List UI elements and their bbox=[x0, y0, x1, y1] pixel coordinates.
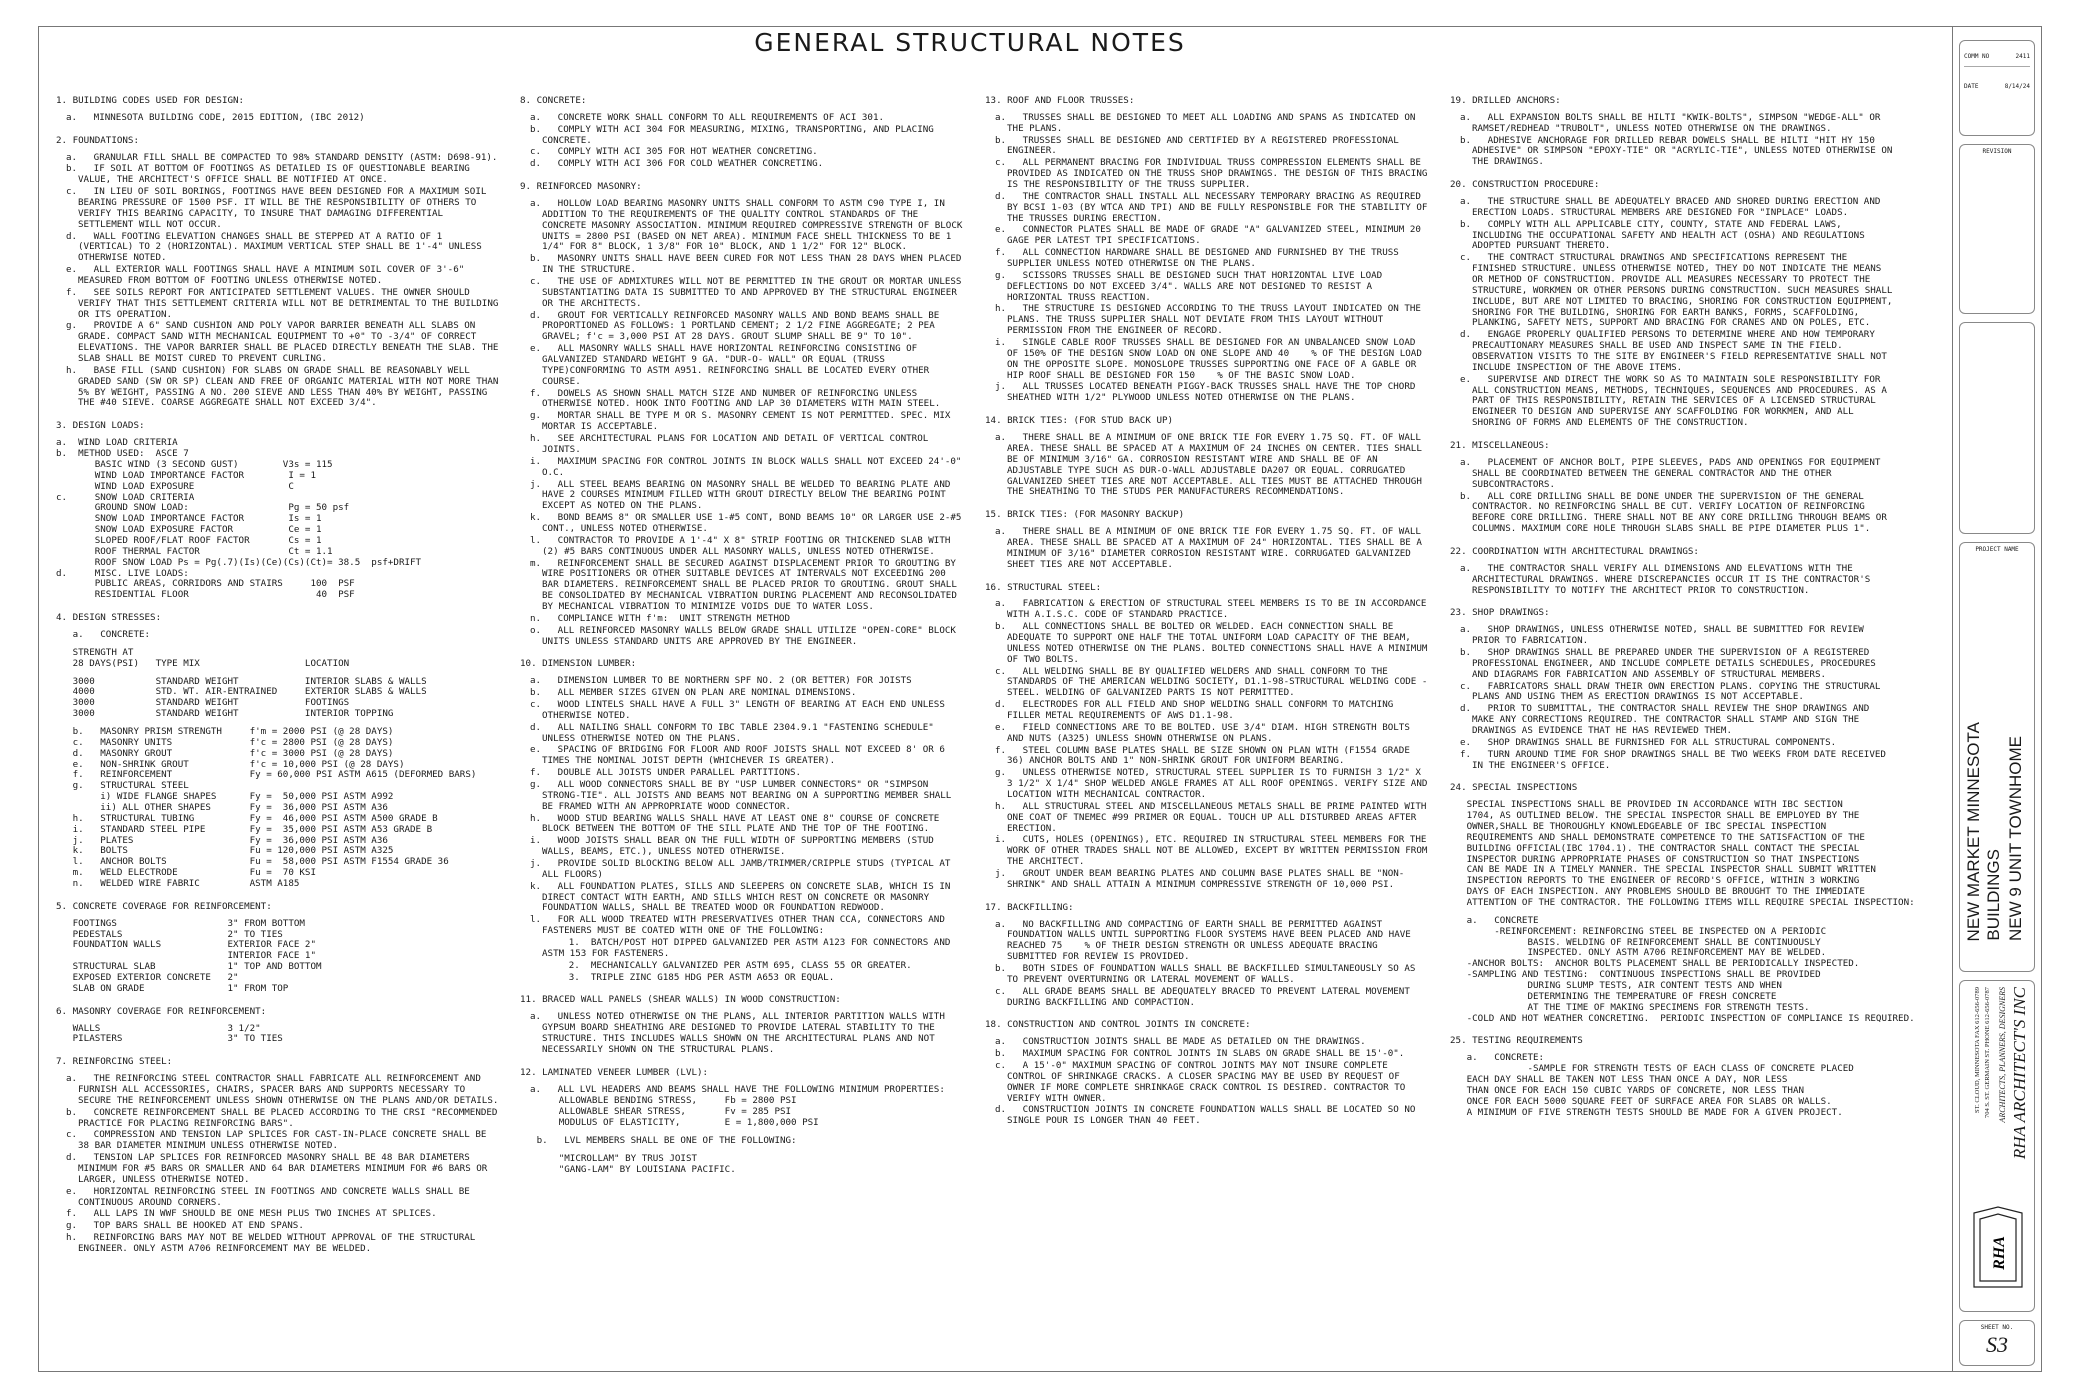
note-line: "MICROLLAM" BY TRUS JOIST bbox=[520, 1152, 698, 1164]
note-item: a. ALL EXPANSION BOLTS SHALL BE HILTI "KWIK-BOLTS", SIMPSON "WEDGE-ALL" OR RAMSET/REDHEAD "TRUBOLT", UNLESS NOTED OTHERWISE ON THE DRAWINGS. bbox=[1460, 111, 1886, 134]
sheet-title: GENERAL STRUCTURAL NOTES bbox=[754, 28, 1186, 57]
note-item: h. WOOD STUD BEARING WALLS SHALL HAVE AT LEAST ONE 8" COURSE OF CONCRETE BLOCK BETWEEN THE BOTTOM OF THE SILL PLATE AND THE TOP OF THE FOOTING. bbox=[530, 812, 945, 835]
note-item: a. THERE SHALL BE A MINIMUM OF ONE BRICK TIE FOR EVERY 1.75 SQ. FT. OF WALL AREA. THESE SHALL BE SPACED AT A MAXIMUM OF 24" HORIZONTAL. TIES SHALL BE A MINIMUM OF 3/16" DIAMETER CORROSION RESISTANT WIRE. CORRUGATED GALVANIZED SHEET TIES ARE NOT ACCEPTABLE. bbox=[995, 526, 1428, 570]
note-item: h. ALL STRUCTURAL STEEL AND MISCELLANEOUS METALS SHALL BE PRIME PAINTED WITH ONE COAT OF TNEMEC #99 PRIMER OR EQUAL. TOUCH UP ALL DISTURBED AREAS AFTER ERECTION. bbox=[995, 800, 1432, 834]
note-item: a. ALL LVL HEADERS AND BEAMS SHALL HAVE THE FOLLOWING MINIMUM PROPERTIES: bbox=[530, 1083, 945, 1095]
note-item: n. COMPLIANCE WITH f'm: UNIT STRENGTH METHOD bbox=[530, 612, 790, 624]
notes-column-4 bbox=[1450, 95, 1915, 1130]
note-line: WIND LOAD EXPOSURE C bbox=[56, 480, 294, 492]
note-line: WALLS 3 1/2" bbox=[56, 1022, 261, 1034]
firm-address-1: 704 S. ST. GERMAIN ST. PHONE 612-656-0787 bbox=[1984, 987, 1991, 1119]
note-item: g. PROVIDE A 6" SAND CUSHION AND POLY VAPOR BARRIER BENEATH ALL SLABS ON GRADE. COMPACT SAND WITH MECHANICAL EQUIPMENT TO +0" TO -3/4" OF CORRECT ELEVATIONS. THE VAPOR BARRIER SHALL BE PLACED DIRECTLY BENEATH THE SLAB. THE SLAB SHALL BE MOIST CURED TO PREVENT CURLING. bbox=[66, 320, 504, 365]
note-line: -COLD AND HOT WEATHER CONCRETING. PERIODIC INSPECTION OF COMPLIANCE IS REQUIRED. bbox=[1450, 1012, 1915, 1024]
note-line: 28 DAYS(PSI) TYPE MIX LOCATION bbox=[56, 657, 350, 669]
note-line: c. MASONRY UNITS f'c = 2800 PSI (@ 28 DAYS) bbox=[56, 736, 394, 748]
note-line: 1704, AS OUTLINED BELOW. THE SPECIAL INSPECTOR SHALL BE EMPLOYED BY THE bbox=[1450, 810, 1860, 822]
note-item: d. TENSION LAP SPLICES FOR REINFORCED MASONRY SHALL BE 48 BAR DIAMETERS MINIMUM FOR #5 BARS OR SMALLER AND 64 BAR DIAMETERS MINIMUM FOR #6 BARS OR LARGER, UNLESS OTHERWISE NOTED. bbox=[66, 1152, 493, 1185]
section-heading: 10. DIMENSION LUMBER: bbox=[520, 658, 637, 670]
notes-column-2 bbox=[520, 95, 968, 1188]
firm-tagline: ARCHITECTS, PLANNERS, DESIGNERS bbox=[1998, 987, 2007, 1123]
note-line: STRUCTURAL SLAB 1" TOP AND BOTTOM bbox=[56, 961, 322, 973]
note-item: 1. BATCH/POST HOT DIPPED GALVANIZED PER ASTM A123 FOR CONNECTORS AND ASTM 153 FOR FASTENERS. bbox=[530, 937, 956, 959]
note-line: k. BOLTS Fu = 120,000 PSI ASTM A325 bbox=[56, 845, 394, 857]
note-section bbox=[56, 134, 504, 410]
note-line: SLAB ON GRADE 1" FROM TOP bbox=[56, 982, 289, 994]
note-line: DETERMINING THE TEMPERATURE OF FRESH CONCRETE bbox=[1450, 990, 1777, 1002]
section-heading: 8. CONCRETE: bbox=[520, 95, 587, 106]
section-heading: 6. MASONRY COVERAGE FOR REINFORCEMENT: bbox=[56, 1005, 267, 1017]
note-item: i. MAXIMUM SPACING FOR CONTROL JOINTS IN BLOCK WALLS SHALL NOT EXCEED 24'-0" O.C. bbox=[530, 455, 967, 478]
note-item: h. SEE ARCHITECTURAL PLANS FOR LOCATION AND DETAIL OF VERTICAL CONTROL JOINTS. bbox=[530, 433, 934, 455]
note-item: a. GRANULAR FILL SHALL BE COMPACTED TO 98% STANDARD DENSITY (ASTM: D698-91). bbox=[66, 151, 498, 163]
revision-label: REVISION bbox=[1982, 148, 2012, 155]
note-item: d. GROUT FOR VERTICALLY REINFORCED MASONRY WALLS AND BOND BEAMS SHALL BE PROPORTIONED AS FOLLOWS: 1 PORTLAND CEMENT; 2 1/2 FINE AGGREGATE; 2 PEA GRAVEL; f'c = 3,000 PSI AT 28 DAYS. GROUT SLUMP SHALL BE 9" TO 10". bbox=[530, 309, 945, 343]
note-line: n. WELDED WIRE FABRIC ASTM A185 bbox=[56, 878, 300, 889]
note-section bbox=[985, 903, 1430, 1009]
comm-date-box bbox=[1959, 40, 2035, 136]
note-item: a. PLACEMENT OF ANCHOR BOLT, PIPE SLEEVES, PADS AND OPENINGS FOR EQUIPMENT SHALL BE COORDINATED BETWEEN THE GENERAL CONTRACTOR AND THE OTHER SUBCONTRACTORS. bbox=[1460, 456, 1886, 490]
logo-text: RHA bbox=[1991, 1236, 2008, 1270]
note-section bbox=[56, 1007, 501, 1046]
note-line: -SAMPLE FOR STRENGTH TESTS OF EACH CLASS OF CONCRETE PLACED bbox=[1450, 1063, 1854, 1075]
note-line: PUBLIC AREAS, CORRIDORS AND STAIRS 100 PSF bbox=[56, 578, 355, 590]
note-item: e. ALL MASONRY WALLS SHALL HAVE HORIZONTAL REINFORCING CONSISTING OF GALVANIZED STANDARD WEIGHT 9 GA. "DUR-O- WALL" OR EQUAL (TRUSS TYPE)CONFORMING TO ASTM A951. REINFORCING SHALL BE LOCATED EVERY OTHER COURSE. bbox=[530, 343, 935, 387]
note-section bbox=[520, 659, 965, 983]
note-line: a. CONCRETE: bbox=[1450, 1052, 1545, 1064]
note-item: g. MORTAR SHALL BE TYPE M OR S. MASONRY CEMENT IS NOT PERMITTED. SPEC. MIX MORTAR IS ACCEPTABLE. bbox=[530, 410, 956, 433]
note-item: d. ALL NAILING SHALL CONFORM TO IBC TABLE 2304.9.1 "FASTENING SCHEDULE" UNLESS OTHERWISE NOTED ON THE PLANS. bbox=[530, 721, 940, 744]
section-heading: 25. TESTING REQUIREMENTS bbox=[1450, 1035, 1583, 1047]
note-line: REQUIREMENTS AND SHALL DEMONSTRATE COMPETENCE TO THE SATISFACTION OF THE bbox=[1450, 831, 1865, 843]
note-section bbox=[985, 95, 1433, 404]
rha-logo bbox=[1968, 1203, 2028, 1293]
section-heading: 17. BACKFILLING: bbox=[985, 901, 1074, 913]
note-line: -SAMPLING AND TESTING: CONTINUOUS INSPECTIONS SHALL BE PROVIDED bbox=[1450, 969, 1821, 981]
note-line: BASIS. WELDING OF REINFORCEMENT SHALL BE CONTINUOUSLY bbox=[1450, 936, 1821, 948]
section-heading: 9. REINFORCED MASONRY: bbox=[520, 181, 642, 193]
note-line: i) WIDE FLANGE SHAPES Fy = 50,000 PSI ASTM A992 bbox=[56, 791, 394, 803]
note-line: m. WELD ELECTRODE Fu = 70 KSI bbox=[56, 867, 316, 879]
note-line: SPECIAL INSPECTIONS SHALL BE PROVIDED IN ACCORDANCE WITH IBC SECTION bbox=[1450, 799, 1843, 811]
note-line: g. STRUCTURAL STEEL bbox=[56, 780, 189, 792]
note-item: g. TOP BARS SHALL BE HOOKED AT END SPANS. bbox=[66, 1220, 304, 1232]
section-heading: 7. REINFORCING STEEL: bbox=[56, 1056, 173, 1068]
note-line: i. STANDARD STEEL PIPE Fy = 35,000 PSI ASTM A53 GRADE B bbox=[56, 823, 433, 835]
note-item: d. COMPLY WITH ACI 306 FOR COLD WEATHER CONCRETING. bbox=[530, 158, 824, 170]
note-line: d. MISC. LIVE LOADS: bbox=[56, 567, 189, 579]
note-line: -REINFORCEMENT: REINFORCING STEEL BE INSPECTED ON A PERIODIC bbox=[1450, 925, 1827, 937]
note-line: DURING SLUMP TESTS, AIR CONTENT TESTS AND WHEN bbox=[1450, 980, 1782, 992]
date-label: DATE bbox=[1964, 83, 1979, 90]
note-item: b. BOTH SIDES OF FOUNDATION WALLS SHALL BE BACKFILLED SIMULTANEOUSLY SO AS TO PREVENT OVERTURNING OR LATERAL MOVEMENT OF WALLS. bbox=[995, 963, 1421, 985]
note-line: MODULUS OF ELASTICITY, E = 1,800,000 PSI bbox=[520, 1117, 819, 1129]
note-item: b. CONCRETE REINFORCEMENT SHALL BE PLACED ACCORDING TO THE CRSI "RECOMMENDED PRACTICE FOR PLACING REINFORCING BARS". bbox=[66, 1106, 503, 1129]
note-line: ROOF THERMAL FACTOR Ct = 1.1 bbox=[56, 545, 333, 557]
note-item: d. ELECTRODES FOR ALL FIELD AND SHOP WELDING SHALL CONFORM TO MATCHING FILLER METAL REQUIREMENTS OF AWS D1.1-98. bbox=[995, 699, 1399, 721]
note-line: PILASTERS 3" TO TIES bbox=[56, 1033, 283, 1045]
note-item: c. A 15'-0" MAXIMUM SPACING OF CONTROL JOINTS MAY NOT INSURE COMPLETE CONTROL OF SHRINKAGE CRACKS. A CLOSER SPACING MAY BE USED BY REQUEST OF OWNER IF MORE COMPLETE SHRINKAGE CRACK CONTROL IS DESIRED. CONTRACTOR TO VERIFY WITH OWNER. bbox=[995, 1060, 1411, 1104]
note-section bbox=[1450, 782, 1915, 1024]
note-line: INSPECTOR DURING APPROPRIATE PHASES OF CONSTRUCTION SO THAT INSPECTIONS bbox=[1450, 853, 1860, 865]
section-heading: 18. CONSTRUCTION AND CONTROL JOINTS IN CONCRETE: bbox=[985, 1019, 1251, 1031]
firm-name: RHA ARCHITECT'S INC bbox=[2010, 987, 2029, 1160]
note-section bbox=[520, 96, 965, 170]
note-line: 3000 STANDARD WEIGHT INTERIOR SLABS & WALLS bbox=[56, 675, 427, 687]
note-line: "GANG-LAM" BY LOUISIANA PACIFIC. bbox=[520, 1163, 736, 1175]
note-item: b. ADHESIVE ANCHORAGE FOR DRILLED REBAR DOWELS SHALL BE HILTI "HIT HY 150 ADHESIVE" OR SIMPSON "EPOXY-TIE" OR "ACRYLIC-TIE", UNLESS NOTED OTHERWISE ON THE DRAWINGS. bbox=[1460, 134, 1898, 168]
note-item: i. SINGLE CABLE ROOF TRUSSES SHALL BE DESIGNED FOR AN UNBALANCED SNOW LOAD OF 150% OF THE DESIGN SNOW LOAD ON ONE SLOPE AND 40 % OF THE DESIGN LOAD ON THE OPPOSITE SLOPE. MONOSLOPE TRUSSES SUPPORTING ONE FACE OF A GABLE OR HIP ROOF SHALL BE DESIGNED FOR 150 % OF THE BASIC SNOW LOAD. bbox=[995, 337, 1428, 381]
note-item: g. ALL WOOD CONNECTORS SHALL BE BY "USP LUMBER CONNECTORS" OR "SIMPSON STRONG-TIE". ALL JOISTS AND BEAMS NOT BEARING ON A SUPPORTING MEMBER SHALL BE FRAMED WITH AN APPROPRIATE WOOD CONNECTOR. bbox=[530, 778, 957, 812]
note-item: 3. TRIPLE ZINC G185 HDG PER ASTM A653 OR EQUAL. bbox=[530, 971, 835, 983]
note-item: b. SHOP DRAWINGS SHALL BE PREPARED UNDER THE SUPERVISION OF A REGISTERED PROFESSIONAL ENGINEER, AND INCLUDE COMPLETE DETAILS SCHEDULES, PROCEDURES AND DIAGRAMS FOR FABRICATION AND ASSEMBLY OF STRUCTURAL MEMBERS. bbox=[1460, 646, 1882, 680]
section-heading: 19. DRILLED ANCHORS: bbox=[1450, 95, 1561, 106]
note-item: j. ALL TRUSSES LOCATED BENEATH PIGGY-BACK TRUSSES SHALL HAVE THE TOP CHORD SHEATHED WITH 1/2" PLYWOOD UNLESS NOTED OTHERWISE ON THE PLANS. bbox=[995, 381, 1421, 404]
note-item: a. MINNESOTA BUILDING CODE, 2015 EDITION, (IBC 2012) bbox=[66, 111, 365, 123]
note-item: c. THE CONTRACT STRUCTURAL DRAWINGS AND SPECIFICATIONS REPRESENT THE FINISHED STRUCTURE. UNLESS OTHERWISE NOTED, THEY DO NOT INDICATE THE MEANS OR METHOD OF CONSTRUCTION. PROVIDE ALL MEASURES NECESSARY TO PROTECT THE STRUCTURE, WORKMEN OR OTHER PERSONS DURING CONSTRUCTION. SUCH MEASURES SHALL INCLUDE, BUT ARE NOT LIMITED TO BRACING, SHORING FOR CONSTRUCTION EQUIPMENT, SHORING FOR THE BUILDING, SHORING FOR EARTH BANKS, FORMS, SCAFFOLDING, PLANKING, SAFETY NETS, SUPPORT AND BRACING FOR CRANES AND ON POLES, ETC. bbox=[1460, 252, 1898, 329]
firm-box bbox=[1959, 980, 2035, 1312]
note-line: FOUNDATION WALLS EXTERIOR FACE 2" bbox=[56, 939, 316, 951]
section-heading: 21. MISCELLANEOUS: bbox=[1450, 440, 1550, 452]
note-section bbox=[520, 1068, 965, 1176]
project-box bbox=[1959, 542, 2035, 972]
note-item: k. ALL FOUNDATION PLATES, SILLS AND SLEEPERS ON CONCRETE SLAB, WHICH IS IN DIRECT CONTACT WITH EARTH, AND SILLS WHICH REST ON CONCRETE OR MASONRY FOUNDATION WALLS, SHALL BE TREATED WOOD OR FOUNDATION REDWOOD. bbox=[530, 880, 956, 914]
section-heading: 24. SPECIAL INSPECTIONS bbox=[1450, 782, 1578, 794]
note-item: a. DIMENSION LUMBER TO BE NORTHERN SPF NO. 2 (OR BETTER) FOR JOISTS bbox=[530, 675, 912, 687]
note-section bbox=[1450, 179, 1898, 429]
section-heading: 3. DESIGN LOADS: bbox=[56, 420, 145, 432]
sheet-no-box bbox=[1959, 1320, 2035, 1366]
note-item: a. THE STRUCTURE SHALL BE ADEQUATELY BRACED AND SHORED DURING ERECTION AND ERECTION LOADS. STRUCTURAL MEMBERS ARE DESIGNED FOR "INPLACE" LOADS. bbox=[1460, 196, 1886, 218]
note-line: ROOF SNOW LOAD Ps = Pg(.7)(Is)(Ce)(Cs)(Ct)= 38.5 psf+DRIFT bbox=[56, 556, 422, 568]
section-heading: 12. LAMINATED VENEER LUMBER (LVL): bbox=[520, 1066, 709, 1078]
date-value: 8/14/24 bbox=[2004, 83, 2030, 90]
section-heading: 22. COORDINATION WITH ARCHITECTURAL DRAWINGS: bbox=[1450, 545, 1699, 557]
comm-no: 2411 bbox=[2015, 53, 2030, 60]
note-line: BASIC WIND (3 SECOND GUST) V3s = 115 bbox=[56, 458, 333, 470]
note-line: ii) ALL OTHER SHAPES Fy = 36,000 PSI ASTM A36 bbox=[56, 801, 388, 813]
title-block bbox=[1952, 26, 2042, 1372]
note-line: DAYS OF EACH INSPECTION. ANY PROBLEMS SHOULD BE BROUGHT TO THE IMMEDIATE bbox=[1450, 886, 1865, 898]
note-item: e. SUPERVISE AND DIRECT THE WORK SO AS TO MAINTAIN SOLE RESPONSIBILITY FOR ALL CONSTRUCTION MEANS, METHODS, TECHNIQUES, SEQUENCES AND PROCEDURES. AS A PART OF THIS RESPONSIBILITY, RETAIN THE SERVICES OF A LICENSED STRUCTURAL ENGINEER TO DESIGN AND SUPERVISE ANY SCAFFOLDING FOR WORKMEN, AND ALL SHORING OF FORMS AND ELEMENTS OF THE CONSTRUCTION. bbox=[1460, 373, 1893, 429]
note-line: GROUND SNOW LOAD: Pg = 50 psf bbox=[56, 502, 350, 514]
note-item: d. WALL FOOTING ELEVATION CHANGES SHALL BE STEPPED AT A RATIO OF 1 (VERTICAL) TO 2 (HORIZONTAL). MAXIMUM VERTICAL STEP SHALL BE 1'-4" UNLESS OTHERWISE NOTED. bbox=[66, 230, 488, 264]
note-line: THAN ONCE FOR EACH 150 CUBIC YARDS OF CONCRETE, NOR LESS THAN bbox=[1450, 1084, 1805, 1096]
note-item: j. ALL STEEL BEAMS BEARING ON MASONRY SHALL BE WELDED TO BEARING PLATE AND HAVE 2 COURSES MINIMUM FILLED WITH GROUT DIRECTLY BELOW THE BEARING POINT EXCEPT AS NOTED ON THE PLANS. bbox=[530, 478, 956, 512]
note-item: b. ALL MEMBER SIZES GIVEN ON PLAN ARE NOMINAL DIMENSIONS. bbox=[530, 687, 857, 699]
note-item: b. COMPLY WITH ACI 304 FOR MEASURING, MIXING, TRANSPORTING, AND PLACING CONCRETE. bbox=[530, 123, 940, 146]
note-item: a. CONSTRUCTION JOINTS SHALL BE MADE AS DETAILED ON THE DRAWINGS. bbox=[995, 1036, 1366, 1048]
note-line: ALLOWABLE SHEAR STRESS, Fv = 285 PSI bbox=[520, 1106, 792, 1118]
note-item: c. WOOD LINTELS SHALL HAVE A FULL 3" LENGTH OF BEARING AT EACH END UNLESS OTHERWISE NOTED. bbox=[530, 698, 951, 721]
note-line: EACH DAY SHALL BE TAKEN NOT LESS THAN ONCE A DAY, NOR LESS bbox=[1450, 1074, 1788, 1086]
note-line: OWNER,SHALL BE THOROUGHLY KNOWLEDGEABLE OF IBC SPECIAL INSPECTION bbox=[1450, 820, 1827, 832]
note-item: j. GROUT UNDER BEAM BEARING PLATES AND COLUMN BASE PLATES SHALL BE "NON-SHRINK" AND SHALL ATTAIN A MINIMUM COMPRESSIVE STRENGTH OF 10,000 PSI. bbox=[995, 868, 1405, 890]
note-line: CAN BE MADE IN A TIMELY MANNER. THE SPECIAL INSPECTOR SHALL SUBMIT WRITTEN bbox=[1450, 864, 1876, 876]
note-section bbox=[56, 1057, 501, 1255]
note-section bbox=[56, 902, 501, 995]
note-line: SLOPED ROOF/FLAT ROOF FACTOR Cs = 1 bbox=[56, 534, 322, 546]
note-line: d. MASONRY GROUT f'c = 3000 PSI (@ 28 DAYS) bbox=[56, 747, 394, 759]
note-item: k. BOND BEAMS 8" OR SMALLER USE 1-#5 CONT, BOND BEAMS 10" OR LARGER USE 2-#5 CONT., UNLESS NOTED OTHERWISE. bbox=[530, 512, 967, 534]
note-section bbox=[985, 510, 1430, 570]
note-item: 2. MECHANICALLY GALVANIZED PER ASTM 695, CLASS 55 OR GREATER. bbox=[530, 959, 912, 971]
section-heading: 14. BRICK TIES: (FOR STUD BACK UP) bbox=[985, 415, 1174, 427]
note-item: m. REINFORCEMENT SHALL BE SECURED AGAINST DISPLACEMENT PRIOR TO GROUTING BY WIRE POSITIONERS OR OTHER SUITABLE DEVICES AT INTERVALS NOT EXCEEDING 200 BAR DIAMETERS. REINFORCEMENT SHALL BE PLACED PRIOR TO GROUTING. GROUT SHALL BE CONSOLIDATED BY MECHANICAL VIBRATION DURING PLACEMENT AND RECONSOLIDATED BY MECHANICAL VIBRATION TO MINIMIZE VOIDS DUE TO WATER LOSS. bbox=[530, 557, 963, 612]
note-line: h. STRUCTURAL TUBING Fy = 46,000 PSI ASTM A500 GRADE B bbox=[56, 812, 438, 824]
note-item: a. FABRICATION & ERECTION OF STRUCTURAL STEEL MEMBERS IS TO BE IN ACCORDANCE WITH A.I.S.C. CODE OF STANDARD PRACTICE. bbox=[995, 598, 1432, 621]
note-item: j. PROVIDE SOLID BLOCKING BELOW ALL JAMB/TRIMMER/CRIPPLE STUDS (TYPICAL AT ALL FLOORS) bbox=[530, 858, 956, 880]
note-line: b. LVL MEMBERS SHALL BE ONE OF THE FOLLOWING: bbox=[520, 1135, 797, 1147]
note-item: a. THE CONTRACTOR SHALL VERIFY ALL DIMENSIONS AND ELEVATIONS WITH THE ARCHITECTURAL DRAWINGS. WHERE DISCREPANCIES OCCUR IT IS THE CONTRACTOR'S RESPONSIBILITY TO NOTIFY THE ARCHITECT PRIOR TO CONSTRUCTION. bbox=[1460, 562, 1876, 596]
section-heading: 20. CONSTRUCTION PROCEDURE: bbox=[1450, 179, 1600, 191]
sheet-no-label: SHEET NO. bbox=[1980, 1324, 2014, 1331]
notes-column-1 bbox=[56, 95, 504, 1267]
note-line: FOOTINGS 3" FROM BOTTOM bbox=[56, 917, 305, 929]
note-line: SNOW LOAD EXPOSURE FACTOR Ce = 1 bbox=[56, 524, 322, 536]
note-item: c. THE USE OF ADMIXTURES WILL NOT BE PERMITTED IN THE GROUT OR MORTAR UNLESS SUBSTANTIATING DATA IS SUBMITTED TO AND APPROVED BY THE STRUCTURAL ENGINEER OR THE ARCHITECTS. bbox=[530, 276, 967, 309]
note-item: d. PRIOR TO SUBMITTAL, THE CONTRACTOR SHALL REVIEW THE SHOP DRAWINGS AND MAKE ANY CORRECTIONS REQUIRED. THE CONTRACTOR SHALL STAMP AND SIGN THE DRAWINGS AS EVIDENCE THAT HE HAS REVIEWED THEM. bbox=[1460, 703, 1875, 736]
note-item: h. BASE FILL (SAND CUSHION) FOR SLABS ON GRADE SHALL BE REASONABLY WELL GRADED SAND (SW OR SP) CLEAN AND FREE OF ORGANIC MATERIAL WITH NOT MORE THAN 5% BY WEIGHT, PASSING A NO. 200 SIEVE AND LESS THAN 40% BY WEIGHT, PASSING THE #40 SIEVE. COARSE AGGREGATE SHALL NOT EXCEED 3/4". bbox=[66, 364, 504, 409]
note-item: c. COMPLY WITH ACI 305 FOR HOT WEATHER CONCRETING. bbox=[530, 146, 818, 158]
note-line: EXPOSED EXTERIOR CONCRETE 2" bbox=[56, 972, 239, 984]
note-item: f. ALL CONNECTION HARDWARE SHALL BE DESIGNED AND FURNISHED BY THE TRUSS SUPPLIER UNLESS NOTED OTHERWISE ON THE PLANS. bbox=[995, 247, 1405, 270]
note-line: b. MASONRY PRISM STRENGTH f'm = 2000 PSI (@ 28 DAYS) bbox=[56, 725, 394, 737]
project-line-2: BUILDINGS bbox=[1984, 849, 2003, 941]
note-section bbox=[1450, 608, 1895, 771]
note-item: f. TURN AROUND TIME FOR SHOP DRAWINGS SHALL BE TWO WEEKS FROM DATE RECEIVED IN THE ENGINEER'S OFFICE. bbox=[1460, 748, 1892, 771]
section-heading: 5. CONCRETE COVERAGE FOR REINFORCEMENT: bbox=[56, 900, 272, 912]
note-item: a. HOLLOW LOAD BEARING MASONRY UNITS SHALL CONFORM TO ASTM C90 TYPE I, IN ADDITION TO THE REQUIREMENTS OF THE QUALITY CONTROL STANDARDS OF THE CONCRETE MASONRY ASSOCIATION. MINIMUM REQUIRED COMPRESSIVE STRENGTH OF BLOCK UNITS = 2800 PSI (BASED ON NET AREA). MINIMUM FACE SHELL THICKNESS TO BE 1 1/4" FOR 8" BLOCK, 1 3/8" FOR 10" BLOCK, AND 1 1/2" FOR 12" BLOCK. bbox=[530, 198, 968, 253]
note-line: j. PLATES Fy = 36,000 PSI ASTM A36 bbox=[56, 834, 388, 846]
note-item: b. MASONRY UNITS SHALL HAVE BEEN CURED FOR NOT LESS THAN 28 DAYS WHEN PLACED IN THE STRUCTURE. bbox=[530, 253, 967, 276]
note-item: e. ALL EXTERIOR WALL FOOTINGS SHALL HAVE A MINIMUM SOIL COVER OF 3'-6" MEASURED FROM BOTTOM OF FOOTING UNLESS OTHERWISE NOTED. bbox=[66, 264, 470, 287]
note-item: f. DOWELS AS SHOWN SHALL MATCH SIZE AND NUMBER OF REINFORCING UNLESS OTHERWISE NOTED. HOOK INTO FOOTING AND LAP 30 DIAMETERS WITH MAIN STEEL. bbox=[530, 387, 941, 410]
note-item: f. DOUBLE ALL JOISTS UNDER PARALLEL PARTITIONS. bbox=[530, 767, 802, 779]
note-item: b. ALL CONNECTIONS SHALL BE BOLTED OR WELDED. EACH CONNECTION SHALL BE ADEQUATE TO SUPPORT ONE HALF THE TOTAL UNIFORM LOAD CAPACITY OF THE BEAM, UNLESS NOTED OTHERWISE ON THE PLANS. BOLTED CONNECTIONS SHALL HAVE A MINIMUM OF TWO BOLTS. bbox=[995, 621, 1433, 665]
note-item: i. WOOD JOISTS SHALL BEAR ON THE FULL WIDTH OF SUPPORTING MEMBERS (STUD WALLS, BEAMS, ETC.), UNLESS NOTED OTHERWISE. bbox=[530, 835, 940, 858]
note-item: g. SCISSORS TRUSSES SHALL BE DESIGNED SUCH THAT HORIZONTAL LIVE LOAD DEFLECTIONS DO NOT EXCEED 3/4". WALLS ARE NOT DESIGNED TO RESIST A HORIZONTAL TRUSS REACTION. bbox=[995, 269, 1388, 303]
note-section bbox=[985, 416, 1430, 498]
project-line-1: NEW 9 UNIT TOWNHOME bbox=[2006, 736, 2025, 941]
note-item: d. THE CONTRACTOR SHALL INSTALL ALL NECESSARY TEMPORARY BRACING AS REQUIRED BY BCSI 1-03 (BY WTCA AND TPI) AND BE FULLY RESPONSIBLE FOR THE STABILITY OF THE TRUSSES DURING ERECTION. bbox=[995, 190, 1433, 224]
note-line: 4000 STD. WT. AIR-ENTRAINED EXTERIOR SLABS & WALLS bbox=[56, 686, 427, 698]
note-item: b. COMPLY WITH ALL APPLICABLE CITY, COUNTY, STATE AND FEDERAL LAWS, INCLUDING THE OCCUPATIONAL SAFETY AND HEALTH ACT (OSHA) AND REGULATIONS ADOPTED PURSUANT THERETO. bbox=[1460, 218, 1871, 252]
note-item: c. FABRICATORS SHALL DRAW THEIR OWN ERECTION PLANS. COPYING THE STRUCTURAL PLANS AND USING THEM AS ERECTION DRAWINGS IS NOT ACCEPTABLE. bbox=[1460, 680, 1886, 703]
note-item: a. TRUSSES SHALL BE DESIGNED TO MEET ALL LOADING AND SPANS AS INDICATED ON THE PLANS. bbox=[995, 111, 1421, 134]
note-line: ONCE FOR EACH 5000 SQUARE FEET OF SURFACE AREA FOR SLABS OR WALLS. bbox=[1450, 1095, 1832, 1107]
note-item: c. COMPRESSION AND TENSION LAP SPLICES FOR CAST-IN-PLACE CONCRETE SHALL BE 38 BAR DIAMETER MINIMUM UNLESS OTHERWISE NOTED. bbox=[66, 1129, 492, 1152]
note-line: PEDESTALS 2" TO TIES bbox=[56, 928, 283, 940]
note-line: WIND LOAD IMPORTANCE FACTOR I = 1 bbox=[56, 469, 316, 481]
note-section bbox=[1450, 1036, 1895, 1118]
section-heading: 13. ROOF AND FLOOR TRUSSES: bbox=[985, 95, 1135, 106]
section-heading: 16. STRUCTURAL STEEL: bbox=[985, 581, 1102, 593]
note-line: ALLOWABLE BENDING STRESS, Fb = 2800 PSI bbox=[520, 1095, 797, 1107]
note-line: 3000 STANDARD WEIGHT INTERIOR TOPPING bbox=[56, 708, 394, 720]
note-line: 3000 STANDARD WEIGHT FOOTINGS bbox=[56, 697, 350, 709]
note-line: f. REINFORCEMENT Fy = 60,000 PSI ASTM A615 (DEFORMED BARS) bbox=[56, 769, 477, 781]
note-item: f. SEE SOILS REPORT FOR ANTICIPATED SETTLEMENT VALUES. THE OWNER SHOULD VERIFY THAT THIS SETTLEMENT CRITERIA WILL NOT BE DETRIMENTAL TO THE BUILDING OR ITS OPERATION. bbox=[66, 286, 504, 320]
note-item: g. UNLESS OTHERWISE NOTED, STRUCTURAL STEEL SUPPLIER IS TO FURNISH 3 1/2" X 3 1/2" X 1/4" SHOP WELDED ANGLE FRAMES AT ALL ROOF OPENINGS. VERIFY SIZE AND LOCATION WITH MECHANICAL CONTRACTOR. bbox=[995, 767, 1433, 800]
firm-address-2: ST. CLOUD, MINNESOTA FAX 612-656-0789 bbox=[1974, 987, 1981, 1113]
note-item: a. THE REINFORCING STEEL CONTRACTOR SHALL FABRICATE ALL REINFORCEMENT AND FURNISH ALL ACCESSORIES, CHAIRS, SPACER BARS AND SUPPORTS NECESSARY TO SECURE THE REINFORCEMENT UNLESS SHOWN OTHERWISE ON THE PLANS AND/OR DETAILS. bbox=[66, 1073, 499, 1106]
section-heading: 15. BRICK TIES: (FOR MASONRY BACKUP) bbox=[985, 509, 1185, 521]
note-line: AT THE TIME OF MAKING SPECIMENS FOR STRENGTH TESTS. bbox=[1450, 1001, 1810, 1013]
comm-no-label: COMM NO bbox=[1964, 53, 1990, 60]
note-item: a. NO BACKFILLING AND COMPACTING OF EARTH SHALL BE PERMITTED AGAINST FOUNDATION WALLS UNTIL SUPPORTING FLOOR SYSTEMS HAVE BEEN PLACED AND HAVE REACHED 75 % OF THEIR DESIGN STRENGTH OR UNLESS ADEQUATE BRACING SUBMITTED FOR REVIEW IS PROVIDED. bbox=[995, 918, 1417, 963]
note-line: INTERIOR FACE 1" bbox=[56, 950, 316, 962]
project-line-3: NEW MARKET MINNESOTA bbox=[1964, 721, 1983, 941]
note-section bbox=[520, 181, 968, 647]
note-item: b. ALL CORE DRILLING SHALL BE DONE UNDER THE SUPERVISION OF THE GENERAL CONTRACTOR. NO REINFORCING SHALL BE CUT. VERIFY LOCATION OF REINFORCING BEFORE CORE DRILLING. THERE SHALL NOT BE ANY CORE DRILLING THROUGH BEAMS OR COLUMNS. MAXIMUM CORE HOLE THROUGH SLABS SHALL BE PIPE DIAMETER PLUS 1". bbox=[1460, 490, 1893, 535]
note-item: d. ENGAGE PROPERLY QUALIFIED PERSONS TO DETERMINE WHERE AND HOW TEMPORARY PRECAUTIONARY MEASURES SHALL BE USED AND INSPECT SAME IN THE FIELD. OBSERVATION VISITS TO THE SITE BY ENGINEER'S FIELD REPRESENTATIVE SHALL NOT INCLUDE INSPECTION OF THE ABOVE ITEMS. bbox=[1460, 329, 1893, 373]
note-section bbox=[56, 421, 501, 601]
note-item: e. CONNECTOR PLATES SHALL BE MADE OF GRADE "A" GALVANIZED STEEL, MINIMUM 20 GAGE PER LATEST TPI SPECIFICATIONS. bbox=[995, 224, 1427, 247]
notes-column-3 bbox=[985, 95, 1433, 1139]
note-line: a. CONCRETE: bbox=[56, 628, 151, 640]
note-line: b. METHOD USED: ASCE 7 bbox=[56, 448, 189, 460]
note-section bbox=[1450, 95, 1898, 168]
sheet-no: S3 bbox=[1986, 1332, 2008, 1357]
blank-box bbox=[1959, 322, 2035, 534]
note-line: INSPECTION REPORTS TO THE ENGINEER OF RECORD'S OFFICE, WITHIN 3 WORKING bbox=[1450, 875, 1860, 887]
note-line: RESIDENTIAL FLOOR 40 PSF bbox=[56, 589, 355, 601]
note-item: c. ALL WELDING SHALL BE BY QUALIFIED WELDERS AND SHALL CONFORM TO THE STANDARDS OF THE AMERICAN WELDING SOCIETY, D1.1-98-STRUCTURAL WELDING CODE - STEEL. WELDING OF GALVANIZED PARTS IS NOT PERMITTED. bbox=[995, 665, 1433, 699]
note-line: INSPECTED. ONLY ASTM A706 REINFORCEMENT MAY BE WELDED. bbox=[1450, 947, 1827, 959]
note-item: e. FIELD CONNECTIONS ARE TO BE BOLTED. USE 3/4" DIAM. HIGH STRENGTH BOLTS AND NUTS (A325) UNLESS SHOWN OTHERWISE ON PLANS. bbox=[995, 721, 1416, 744]
note-item: a. THERE SHALL BE A MINIMUM OF ONE BRICK TIE FOR EVERY 1.75 SQ. FT. OF WALL AREA. THESE SHALL BE SPACED AT A MAXIMUM OF 24 INCHES ON CENTER. TIES SHALL BE OF MINIMUM 3/16" GA. CORROSION RESISTANT WIRE AND SHALL BE OF AN ADJUSTABLE TYPE SUCH AS DUR-O-WALL ADJUSTABLE DA207 OR EQUAL. CORRUGATED GALVANIZED SHEET TIES ARE NOT ACCEPTABLE. ALL TIES MUST BE ATTACHED THROUGH THE SHEATHING TO THE STUDS PER MANUFACTURERS RECOMMENDATIONS. bbox=[995, 432, 1428, 498]
section-heading: 11. BRACED WALL PANELS (SHEAR WALLS) IN WOOD CONSTRUCTION: bbox=[520, 994, 841, 1006]
note-line: e. NON-SHRINK GROUT f'c = 10,000 PSI (@ 28 DAYS) bbox=[56, 758, 405, 770]
note-item: f. ALL LAPS IN WWF SHOULD BE ONE MESH PLUS TWO INCHES AT SPLICES. bbox=[66, 1208, 437, 1220]
note-line: SNOW LOAD IMPORTANCE FACTOR Is = 1 bbox=[56, 513, 322, 525]
note-item: f. STEEL COLUMN BASE PLATES SHALL BE SIZE SHOWN ON PLAN WITH (F1554 GRADE 36) ANCHOR BOLTS AND 1" NON-SHRINK GROUT FOR UNIFORM BEARING. bbox=[995, 744, 1416, 767]
note-item: b. TRUSSES SHALL BE DESIGNED AND CERTIFIED BY A REGISTERED PROFESSIONAL ENGINEER. bbox=[995, 134, 1405, 157]
note-item: c. ALL GRADE BEAMS SHALL BE ADEQUATELY BRACED TO PREVENT LATERAL MOVEMENT DURING BACKFILLING AND COMPACTION. bbox=[995, 985, 1416, 1008]
note-item: a. SHOP DRAWINGS, UNLESS OTHERWISE NOTED, SHALL BE SUBMITTED FOR REVIEW PRIOR TO FABRICATION. bbox=[1460, 624, 1870, 647]
section-heading: 2. FOUNDATIONS: bbox=[56, 134, 139, 146]
note-section bbox=[985, 1020, 1430, 1127]
note-line: -ANCHOR BOLTS: ANCHOR BOLTS PLACEMENT SHALL BE PERIODICALLY INSPECTED. bbox=[1450, 958, 1860, 970]
note-item: b. IF SOIL AT BOTTOM OF FOOTINGS AS DETAILED IS OF QUESTIONABLE BEARING VALUE, THE ARCHITECT'S OFFICE SHALL BE NOTIFIED AT ONCE. bbox=[66, 163, 476, 186]
note-line: ATTENTION OF THE CONTRACTOR. THE FOLLOWING ITEMS WILL REQUIRE SPECIAL INSPECTION: bbox=[1450, 897, 1915, 908]
revision-box bbox=[1959, 144, 2035, 314]
note-item: h. REINFORCING BARS MAY NOT BE WELDED WITHOUT APPROVAL OF THE STRUCTURAL ENGINEER. ONLY ASTM A706 REINFORCEMENT MAY BE WELDED. bbox=[66, 1232, 481, 1255]
note-line: A MINIMUM OF FIVE STRENGTH TESTS SHOULD BE MADE FOR A GIVEN PROJECT. bbox=[1450, 1106, 1843, 1118]
note-item: l. FOR ALL WOOD TREATED WITH PRESERVATIVES OTHER THAN CCA, CONNECTORS AND FASTENERS MUST BE COATED WITH ONE OF THE FOLLOWING: bbox=[530, 914, 951, 937]
note-item: c. ALL PERMANENT BRACING FOR INDIVIDUAL TRUSS COMPRESSION ELEMENTS SHALL BE PROVIDED AS INDICATED ON THE TRUSS SHOP DRAWINGS. THE DESIGN OF THIS BRACING IS THE RESPONSIBILITY OF THE TRUSS SUPPLIER. bbox=[995, 157, 1433, 191]
note-item: i. CUTS, HOLES (OPENINGS), ETC. REQUIRED IN STRUCTURAL STEEL MEMBERS FOR THE WORK OF OTHER TRADES SHALL NOT BE ALLOWED, EXCEPT BY WRITTEN PERMISSION FROM THE ARCHITECT. bbox=[995, 834, 1433, 868]
note-section bbox=[1450, 547, 1895, 596]
note-item: b. MAXIMUM SPACING FOR CONTROL JOINTS IN SLABS ON GRADE SHALL BE 15'-0". bbox=[995, 1048, 1405, 1060]
note-section bbox=[985, 581, 1433, 891]
note-item: c. IN LIEU OF SOIL BORINGS, FOOTINGS HAVE BEEN DESIGNED FOR A MAXIMUM SOIL BEARING PRESSURE OF 1500 PSF. IT WILL BE THE RESPONSIBILITY OF OTHERS TO VERIFY THIS BEARING CAPACITY, TO INSURE THAT DAMAGING DIFFERENTIAL SETTLEMENT WILL NOT OCCUR. bbox=[66, 186, 492, 230]
note-line: l. ANCHOR BOLTS Fu = 58,000 PSI ASTM F1554 GRADE 36 bbox=[56, 856, 449, 868]
note-section bbox=[520, 995, 965, 1055]
note-item: l. CONTRACTOR TO PROVIDE A 1'-4" X 8" STRIP FOOTING OR THICKENED SLAB WITH (2) #5 BARS CONTINUOUS UNDER ALL MASONRY WALLS, UNLESS NOTED OTHERWISE. bbox=[530, 534, 956, 557]
note-item: e. SHOP DRAWINGS SHALL BE FURNISHED FOR ALL STRUCTURAL COMPONENTS. bbox=[1460, 736, 1837, 748]
section-heading: 4. DESIGN STRESSES: bbox=[56, 612, 162, 624]
note-item: a. CONCRETE WORK SHALL CONFORM TO ALL REQUIREMENTS OF ACI 301. bbox=[530, 111, 885, 123]
section-heading: 1. BUILDING CODES USED FOR DESIGN: bbox=[56, 95, 245, 106]
note-line: a. WIND LOAD CRITERIA bbox=[56, 437, 178, 449]
note-item: e. HORIZONTAL REINFORCING STEEL IN FOOTINGS AND CONCRETE WALLS SHALL BE CONTINUOUS AROUND CORNERS. bbox=[66, 1185, 476, 1208]
note-item: a. UNLESS NOTED OTHERWISE ON THE PLANS, ALL INTERIOR PARTITION WALLS WITH GYPSUM BOARD SHEATHING ARE DESIGNED TO PROVIDE LATERAL STABILITY TO THE STRUCTURE. THIS INCLUDES WALLS SHOWN ON THE ARCHITECTURAL PLANS AND NOT NECESSARILY SHOWN ON THE STRUCTURAL PLANS. bbox=[530, 1011, 951, 1055]
note-item: o. ALL REINFORCED MASONRY WALLS BELOW GRADE SHALL UTILIZE "OPEN-CORE" BLOCK UNITS UNLESS STANDARD UNITS ARE APPROVED BY THE ENGINEER. bbox=[530, 624, 962, 647]
note-line: c. SNOW LOAD CRITERIA bbox=[56, 491, 195, 503]
note-line: STRENGTH AT bbox=[56, 646, 134, 658]
note-line: a. CONCRETE bbox=[1450, 914, 1539, 926]
note-section bbox=[1450, 441, 1895, 535]
note-item: h. THE STRUCTURE IS DESIGNED ACCORDING TO THE TRUSS LAYOUT INDICATED ON THE PLANS. THE TRUSS SUPPLIER SHALL NOT DEVIATE FROM THIS LAYOUT WITHOUT PERMISSION FROM THE ENGINEER OF RECORD. bbox=[995, 303, 1427, 337]
note-item: e. SPACING OF BRIDGING FOR FLOOR AND ROOF JOISTS SHALL NOT EXCEED 8' OR 6 TIMES THE NOMINAL JOIST DEPTH (WHICHEVER IS GREATER). bbox=[530, 744, 951, 767]
note-section bbox=[56, 96, 501, 124]
project-name-label: PROJECT NAME bbox=[1975, 546, 2019, 553]
section-heading: 23. SHOP DRAWINGS: bbox=[1450, 607, 1550, 619]
note-line: BUILDING OFFICIAL(IBC 1704.1). THE CONTRACTOR SHALL CONTACT THE SPECIAL bbox=[1450, 842, 1860, 854]
note-section bbox=[56, 613, 501, 890]
note-item: d. CONSTRUCTION JOINTS IN CONCRETE FOUNDATION WALLS SHALL BE LOCATED SO NO SINGLE POUR IS LONGER THAN 40 FEET. bbox=[995, 1104, 1421, 1127]
